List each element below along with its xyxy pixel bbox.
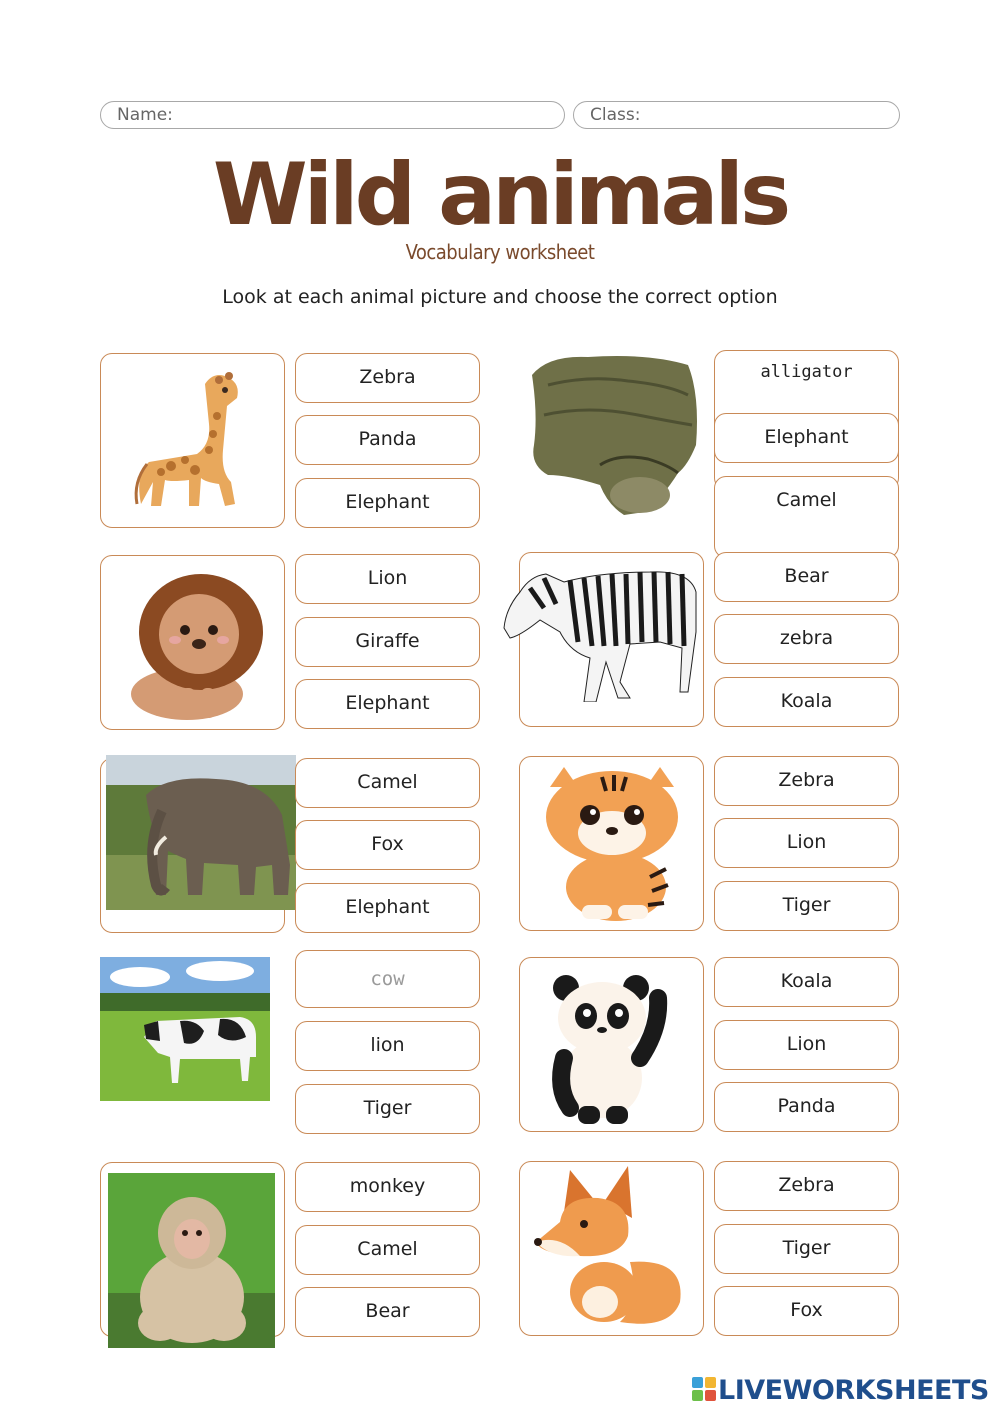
answer-option[interactable]: Camel <box>714 476 899 558</box>
answer-option[interactable]: Koala <box>714 957 899 1007</box>
class-label: Class: <box>590 105 641 125</box>
logo-text: LIVEWORKSHEETS <box>718 1374 989 1406</box>
answer-option[interactable]: Elephant <box>295 478 480 528</box>
crocodile-photo <box>528 355 703 517</box>
answer-option[interactable]: Panda <box>295 415 480 465</box>
lion-illustration-icon <box>101 556 283 728</box>
elephant-photo <box>106 755 296 910</box>
answer-option[interactable]: Zebra <box>714 756 899 806</box>
panda-picture-card <box>519 957 704 1132</box>
class-field[interactable] <box>573 101 900 129</box>
answer-option[interactable]: cow <box>295 950 480 1008</box>
answer-option[interactable]: Fox <box>295 820 480 870</box>
answer-option[interactable]: Lion <box>714 818 899 868</box>
fox-illustration-icon <box>520 1162 702 1334</box>
fox-picture-card <box>519 1161 704 1336</box>
answer-option[interactable]: Lion <box>295 554 480 604</box>
cow-photo <box>100 957 270 1101</box>
answer-option[interactable]: Elephant <box>295 679 480 729</box>
answer-option[interactable]: Koala <box>714 677 899 727</box>
answer-option[interactable]: Bear <box>714 552 899 602</box>
giraffe-picture-card <box>100 353 285 528</box>
name-field[interactable] <box>100 101 565 129</box>
answer-option[interactable]: zebra <box>714 614 899 664</box>
worksheet-subtitle: Vocabulary worksheet <box>405 240 595 264</box>
answer-option[interactable]: Zebra <box>295 353 480 403</box>
liveworksheets-logo-icon <box>692 1377 718 1403</box>
answer-option[interactable]: Tiger <box>714 1224 899 1274</box>
answer-option[interactable]: Lion <box>714 1020 899 1070</box>
answer-option[interactable]: Elephant <box>295 883 480 933</box>
answer-option[interactable]: Bear <box>295 1287 480 1337</box>
name-label: Name: <box>117 105 173 125</box>
liveworksheets-logo[interactable] <box>692 1374 989 1406</box>
answer-option[interactable]: Elephant <box>714 413 899 463</box>
zebra-photo <box>500 562 700 702</box>
lion-picture-card <box>100 555 285 730</box>
answer-option[interactable]: Camel <box>295 758 480 808</box>
answer-option[interactable]: monkey <box>295 1162 480 1212</box>
answer-option[interactable]: Fox <box>714 1286 899 1336</box>
answer-option[interactable]: Tiger <box>295 1084 480 1134</box>
answer-option[interactable]: lion <box>295 1021 480 1071</box>
instructions-text: Look at each animal picture and choose the correct option <box>222 286 778 308</box>
tiger-picture-card <box>519 756 704 931</box>
worksheet-title: Wild animals <box>212 145 788 245</box>
answer-option[interactable]: alligator <box>714 350 899 490</box>
tiger-illustration-icon <box>520 757 702 929</box>
answer-option[interactable]: Giraffe <box>295 617 480 667</box>
giraffe-illustration-icon <box>101 354 283 526</box>
monkey-photo <box>108 1173 275 1348</box>
answer-option[interactable]: Tiger <box>714 881 899 931</box>
answer-option[interactable]: Zebra <box>714 1161 899 1211</box>
answer-option[interactable]: Panda <box>714 1082 899 1132</box>
answer-option[interactable]: Camel <box>295 1225 480 1275</box>
panda-illustration-icon <box>520 958 702 1130</box>
